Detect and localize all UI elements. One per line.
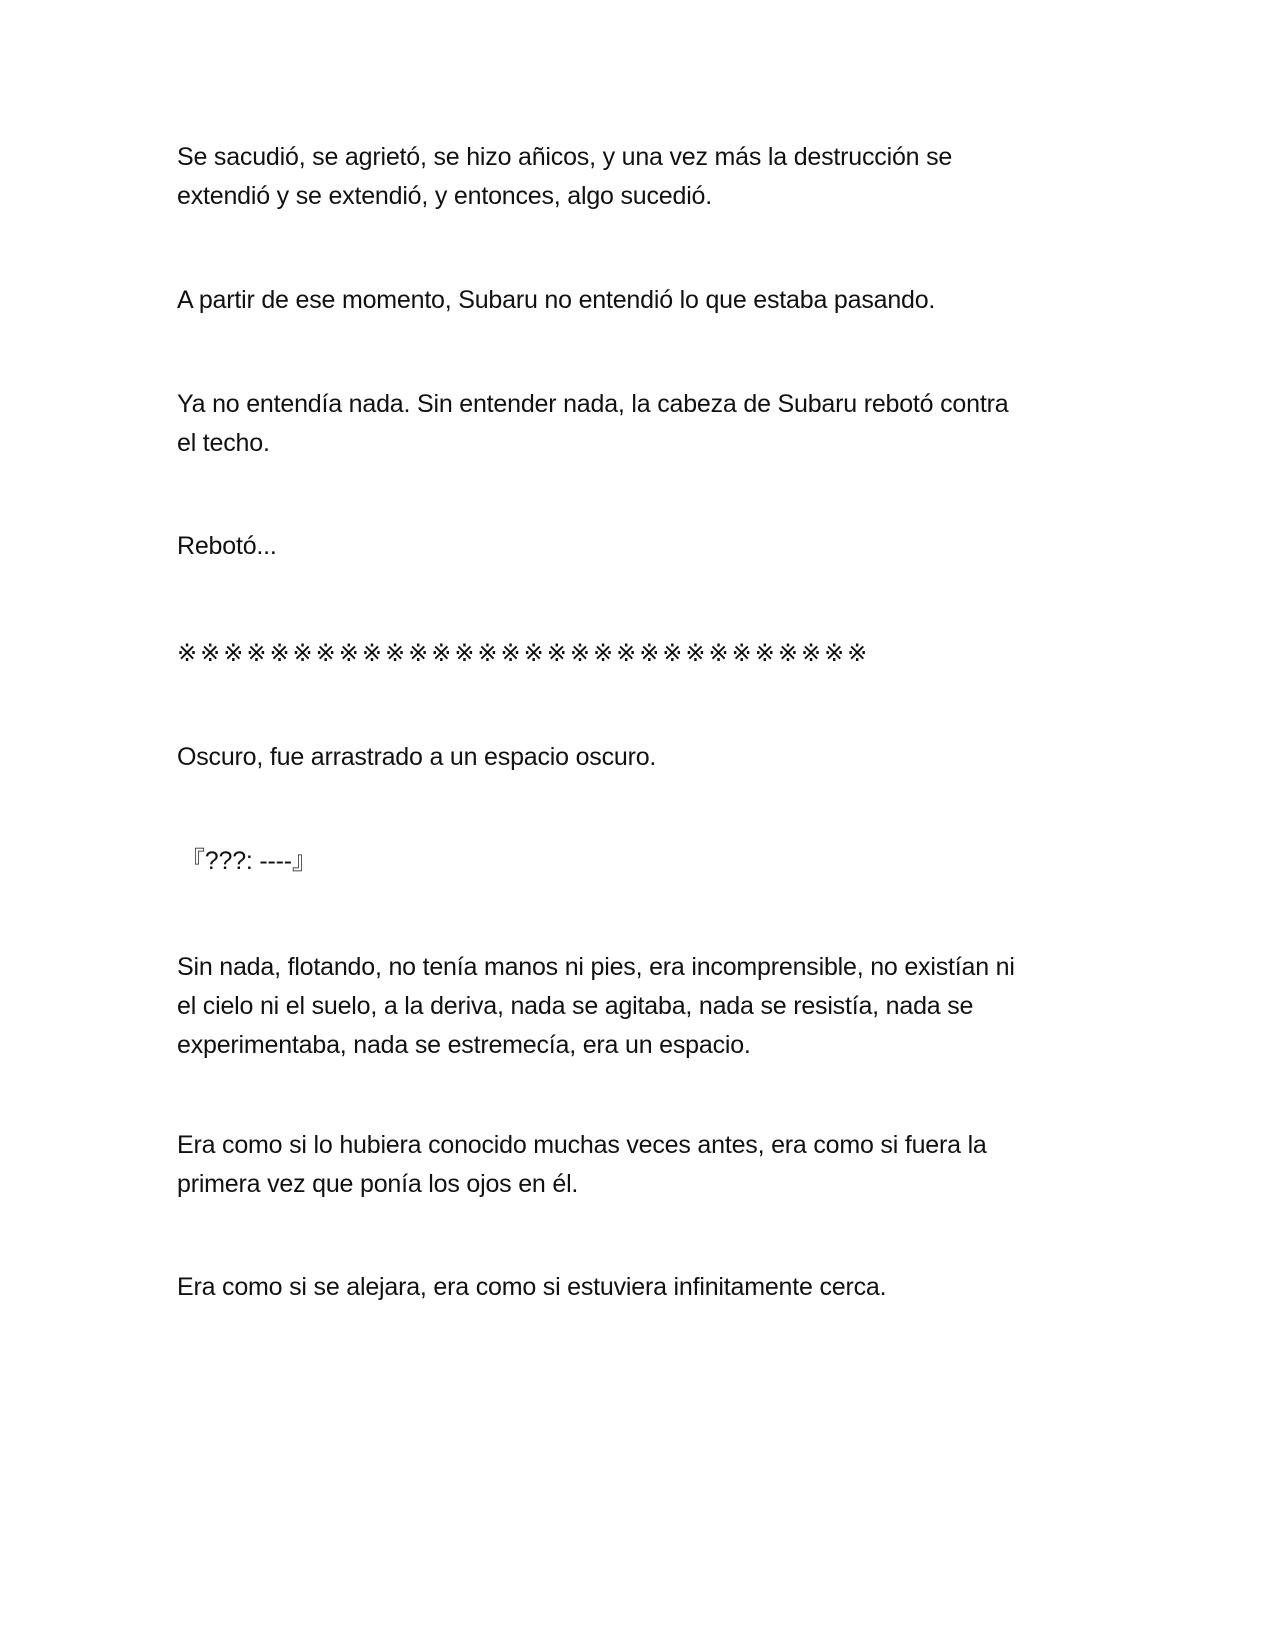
paragraph-8 [177,1126,1097,1204]
paragraph-1 [177,138,1097,216]
paragraph-line: Era como si lo hubiera conocido muchas veces antes, era como si fuera la [177,1131,987,1159]
paragraph-line: el cielo ni el suelo, a la deriva, nada se agitaba, nada se resistía, nada se [177,992,974,1020]
paragraph-line: Sin nada, flotando, no tenía manos ni pies, era incomprensible, no existían ni [177,953,1015,981]
paragraph-7 [177,948,1097,1065]
divider-line: ※※※※※※※※※※※※※※※※※※※※※※※※※※※※※※ [177,639,871,667]
paragraph-3 [177,385,1097,463]
paragraph-9 [177,1268,1097,1307]
paragraph-line: experimentaba, nada se estremecía, era un espacio. [177,1031,751,1059]
paragraph-5 [177,738,1097,777]
paragraph-line: Se sacudió, se agrietó, se hizo añicos, y una vez más la destrucción se [177,143,953,171]
paragraph-line: primera vez que ponía los ojos en él. [177,1170,579,1198]
paragraph-4 [177,527,1097,566]
paragraph-line: el techo. [177,429,270,457]
paragraph-line: Ya no entendía nada. Sin entender nada, la cabeza de Subaru rebotó contra [177,390,1009,418]
paragraph-line: Oscuro, fue arrastrado a un espacio oscuro. [177,743,657,771]
scene-divider [177,634,1097,673]
paragraph-line: A partir de ese momento, Subaru no entendió lo que estaba pasando. [177,286,936,314]
paragraph-line: Era como si se alejara, era como si estuviera infinitamente cerca. [177,1273,887,1301]
paragraph-line: 『???: ----』 [180,847,317,875]
paragraph-2 [177,281,1097,320]
dialogue-line [180,842,1100,881]
paragraph-line: extendió y se extendió, y entonces, algo sucedió. [177,182,712,210]
paragraph-line: Rebotó... [177,532,277,560]
